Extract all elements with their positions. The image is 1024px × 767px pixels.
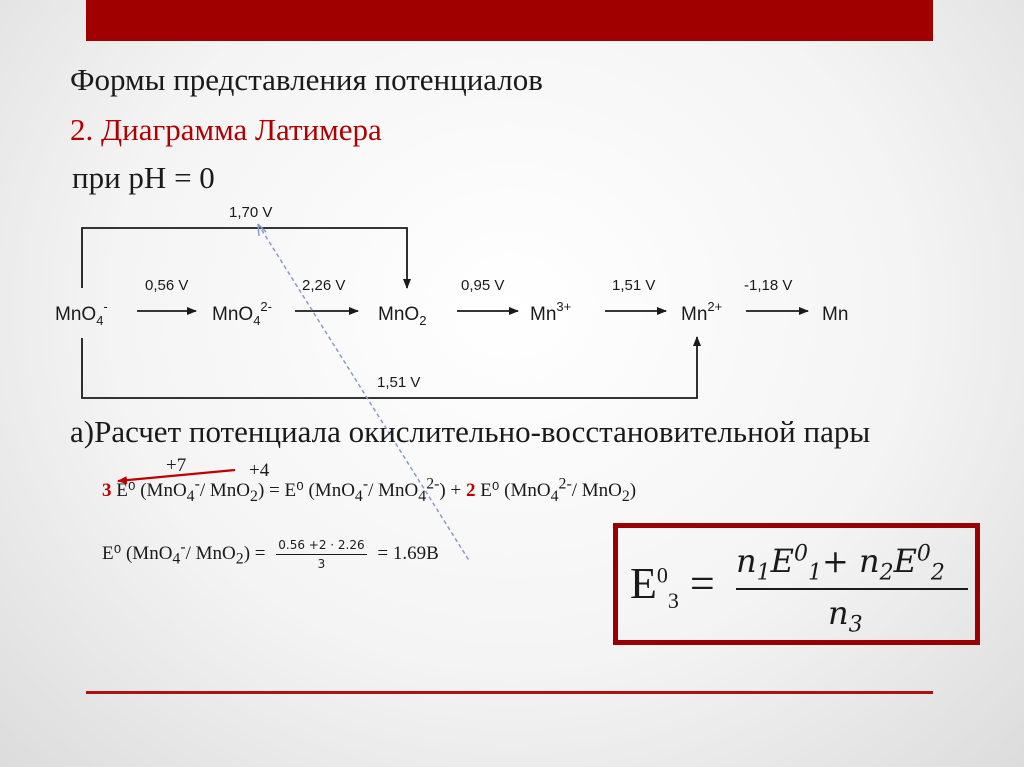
equation-1: 3 E⁰ (MnO$_4$-/ MnO$_2$) = E⁰ (MnO$_4$-/ MnO$_4^{2-}$) + 2 E⁰ (MnO$_4^{2-}$/ MnO$_2$) (102, 475, 637, 505)
formula-fraction-bar (736, 588, 968, 590)
potential-label: 0,56 V (145, 277, 189, 294)
formula-numerator: $n_1E^0_1+ n_2E^0_2$ (736, 541, 945, 586)
species-mn2plus: $Mn^{2+}$ (681, 299, 723, 325)
species-mn: Mn (822, 304, 849, 325)
result-value: = 1.69В (377, 542, 439, 564)
potential-label: -1,18 V (744, 277, 793, 294)
section-a-heading: а)Расчет потенциала окислительно-восстановительной пары (70, 414, 871, 449)
fraction-denominator: 3 (317, 557, 326, 571)
potential-label: 2,26 V (302, 277, 346, 294)
oxidation-state-left: +7 (166, 455, 187, 476)
equation-2: E⁰ (MnO$_4$-/ MnO$_2$) = $\frac{0.56 +2 \cdot 2.26}{3}$ = 1.69В (102, 538, 439, 571)
potential-label-bottom: 1,51 V (377, 374, 421, 391)
dashed-pointer-line (258, 224, 470, 562)
coefficient-3: 3 (102, 480, 112, 501)
top-bypass-arrow (82, 228, 407, 288)
footer-line (86, 691, 933, 694)
coefficient-2: 2 (465, 480, 476, 501)
condition-text: при pH = 0 (72, 160, 215, 195)
fraction-numerator: 0.56 +2 · 2.26 (276, 538, 366, 555)
species-mno4-2minus: MnO$_4^{2-}$ (212, 299, 272, 328)
potential-label-top: 1,70 V (229, 204, 273, 221)
oxidation-state-right: +4 (249, 460, 270, 481)
formula-box (613, 523, 980, 645)
species-mno2: MnO$_2$ (378, 304, 427, 328)
species-mno4: MnO$_4$- (55, 299, 108, 328)
page-title: Формы представления потенциалов (70, 62, 543, 97)
formula-denominator: $n_3$ (828, 594, 863, 638)
potential-label: 0,95 V (461, 277, 505, 294)
page-subtitle: 2. Диаграмма Латимера (70, 112, 382, 147)
potential-label: 1,51 V (612, 277, 656, 294)
formula-lhs: $E^0_3$ = (630, 559, 715, 613)
fraction (276, 538, 366, 571)
species-mn3plus: $Mn^{3+}$ (530, 299, 572, 325)
